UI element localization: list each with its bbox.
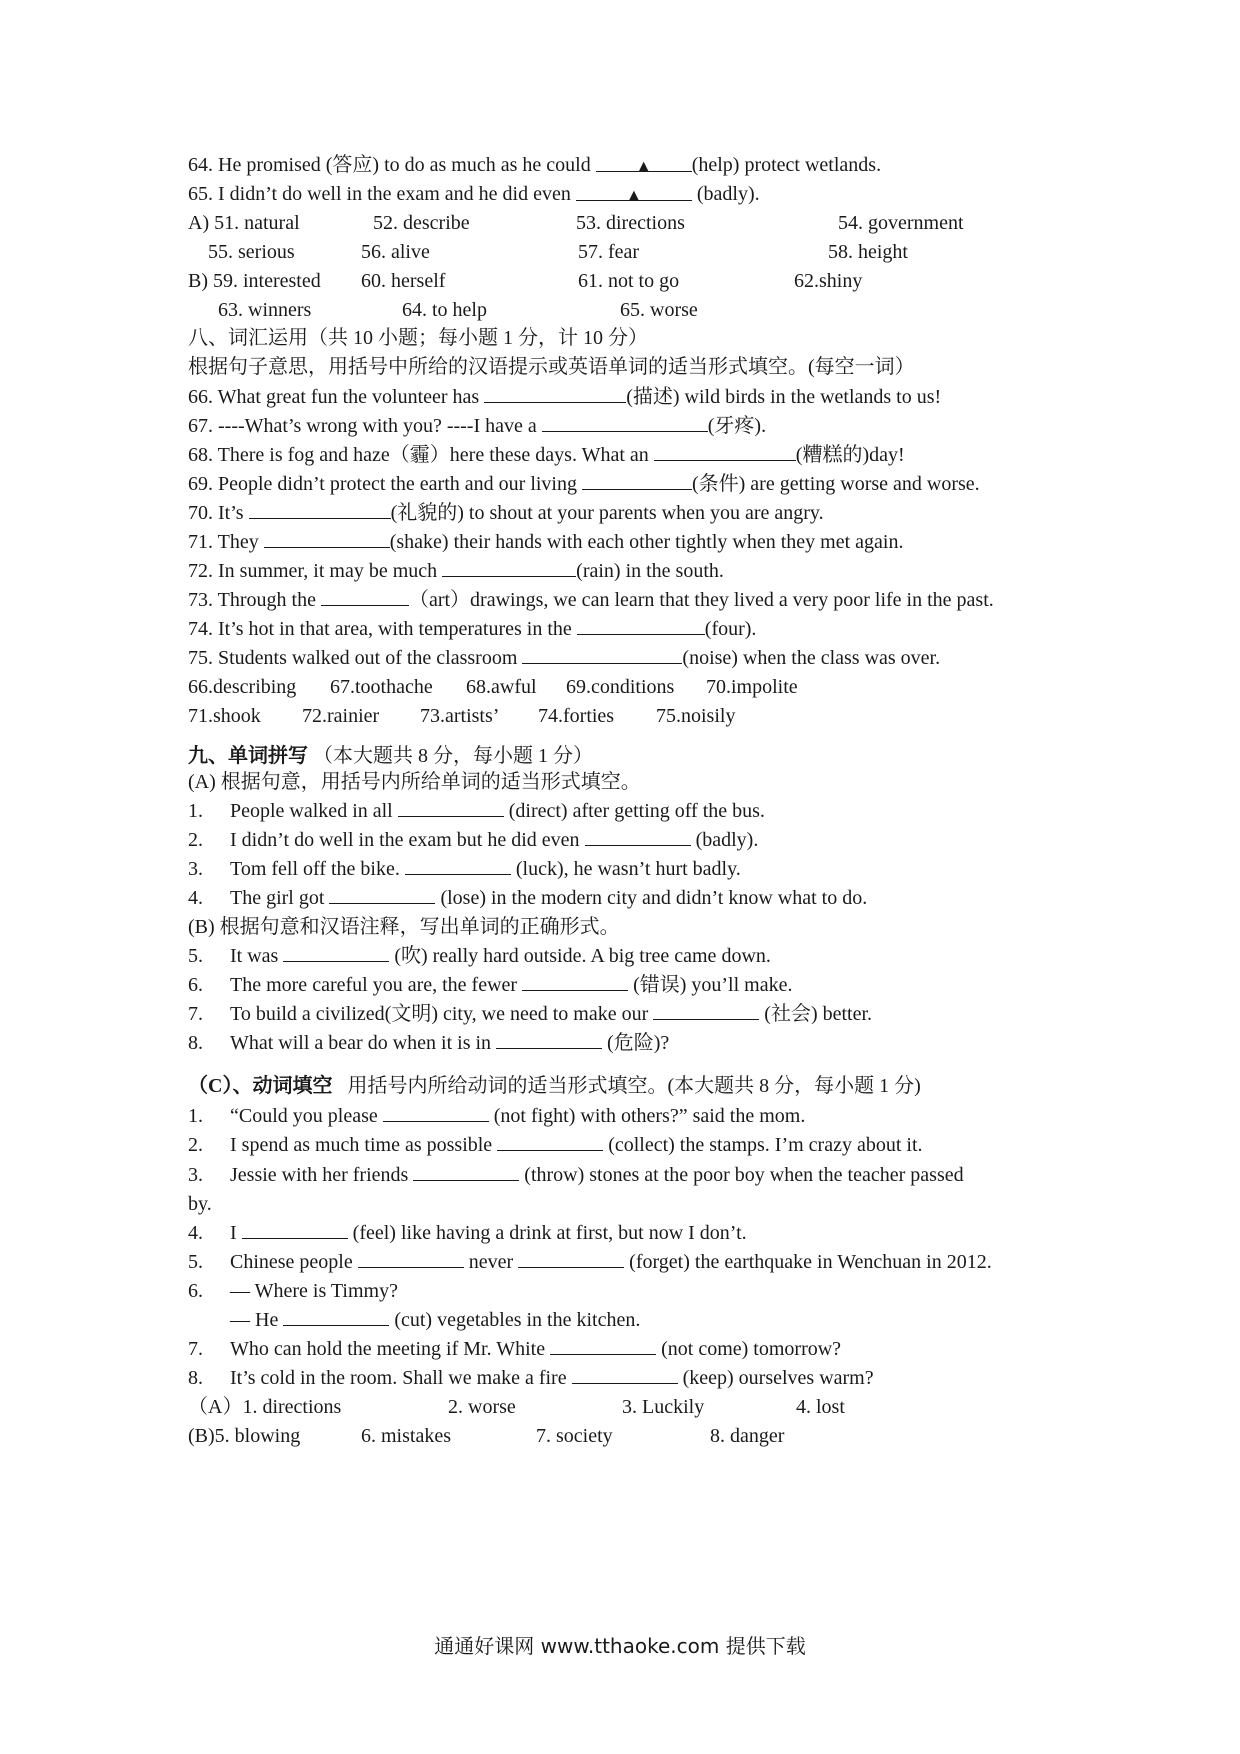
section-8-instruction: 根据句子意思，用括号中所给的汉语提示或英语单词的适当形式填空。(每空一词） xyxy=(188,356,915,378)
answer-blank[interactable] xyxy=(242,1218,348,1239)
part-a-instruction: (A) 根据句意，用括号内所给单词的适当形式填空。 xyxy=(188,771,641,793)
answer-blank[interactable]: ▲ xyxy=(596,151,692,172)
answer-key: （A）1. directions xyxy=(188,1396,342,1418)
answer-key: 54. government xyxy=(838,212,964,234)
answer-key: 61. not to go xyxy=(578,270,680,292)
answer-key: 73.artists’ xyxy=(420,705,500,727)
answer-blank[interactable] xyxy=(283,1305,389,1326)
answer-blank[interactable] xyxy=(413,1160,519,1181)
answer-blank[interactable] xyxy=(405,854,511,875)
answer-key: 2. worse xyxy=(448,1396,516,1418)
answer-key: 64. to help xyxy=(402,299,487,321)
verb-question-6: 6. — Where is Timmy? xyxy=(188,1280,398,1302)
answer-blank[interactable] xyxy=(542,411,708,432)
answer-key: 55. serious xyxy=(208,241,295,263)
verb-question-4: 4. I (feel) like having a drink at first, but now I don’t. xyxy=(188,1217,747,1249)
answer-blank[interactable] xyxy=(283,941,389,962)
answer-key: 6. mistakes xyxy=(361,1425,451,1447)
answer-blank[interactable] xyxy=(398,796,504,817)
answer-key: 69.conditions xyxy=(566,676,675,698)
question-67: 67. ----What’s wrong with you? ----I have a (牙疼). xyxy=(188,410,766,442)
answer-blank[interactable] xyxy=(358,1247,464,1268)
answer-key: 52. describe xyxy=(373,212,470,234)
spelling-question-3: 3. Tom fell off the bike. (luck), he wasn’t hurt badly. xyxy=(188,853,741,885)
answer-blank[interactable] xyxy=(522,643,682,664)
section-8-title: 八、词汇运用（共 10 小题；每小题 1 分，计 10 分） xyxy=(188,327,648,349)
verb-question-6-answer-line: — He (cut) vegetables in the kitchen. xyxy=(230,1304,640,1336)
answer-blank[interactable] xyxy=(582,469,692,490)
answer-blank[interactable] xyxy=(585,825,691,846)
spelling-question-1: 1. People walked in all (direct) after getting off the bus. xyxy=(188,795,765,827)
verb-question-8: 8. It’s cold in the room. Shall we make a fire (keep) ourselves warm? xyxy=(188,1362,874,1394)
answer-key: 53. directions xyxy=(576,212,685,234)
answer-blank[interactable] xyxy=(321,585,409,606)
answer-key: 66.describing xyxy=(188,676,297,698)
answer-key: 71.shook xyxy=(188,705,261,727)
answer-key: 68.awful xyxy=(466,676,537,698)
spelling-question-7: 7. To build a civilized(文明) city, we need to make our (社会) better. xyxy=(188,998,872,1030)
question-65: 65. I didn’t do well in the exam and he did even ▲ (badly). xyxy=(188,178,760,210)
spelling-question-5: 5. It was (吹) really hard outside. A big tree came down. xyxy=(188,940,771,972)
answer-blank[interactable] xyxy=(249,498,391,519)
answer-key: 63. winners xyxy=(218,299,312,321)
question-69: 69. People didn’t protect the earth and our living (条件) are getting worse and worse. xyxy=(188,468,980,500)
answer-key: (B)5. blowing xyxy=(188,1425,301,1447)
spelling-question-2: 2. I didn’t do well in the exam but he did even (badly). xyxy=(188,824,758,856)
spelling-question-6: 6. The more careful you are, the fewer (错误) you’ll make. xyxy=(188,969,792,1001)
answer-blank[interactable] xyxy=(484,382,626,403)
question-66: 66. What great fun the volunteer has (描述) wild birds in the wetlands to us! xyxy=(188,381,941,413)
answer-key: 56. alive xyxy=(361,241,430,263)
answer-key: 75.noisily xyxy=(656,705,736,727)
question-73: 73. Through the （art）drawings, we can learn that they lived a very poor life in the past. xyxy=(188,584,994,616)
answer-key: 62.shiny xyxy=(794,270,863,292)
verb-question-3: 3. Jessie with her friends (throw) stones at the poor boy when the teacher passed xyxy=(188,1159,964,1191)
verb-question-2: 2. I spend as much time as possible (collect) the stamps. I’m crazy about it. xyxy=(188,1129,923,1161)
verb-question-7: 7. Who can hold the meeting if Mr. White (not come) tomorrow? xyxy=(188,1333,841,1365)
answer-key: 70.impolite xyxy=(706,676,798,698)
part-b-instruction: (B) 根据句意和汉语注释，写出单词的正确形式。 xyxy=(188,916,620,938)
answer-blank[interactable] xyxy=(329,883,435,904)
answer-key: 74.forties xyxy=(538,705,615,727)
answer-key: 7. society xyxy=(536,1425,613,1447)
answer-blank[interactable] xyxy=(264,527,390,548)
answer-blank[interactable] xyxy=(522,970,628,991)
section-9-title: 九、单词拼写 （本大题共 8 分，每小题 1 分） xyxy=(188,745,593,767)
verb-question-3-continued: by. xyxy=(188,1193,212,1215)
question-70: 70. It’s (礼貌的) to shout at your parents when you are angry. xyxy=(188,497,824,529)
question-71: 71. They (shake) their hands with each other tightly when they met again. xyxy=(188,526,903,558)
spelling-question-8: 8. What will a bear do when it is in (危险)? xyxy=(188,1027,669,1059)
answer-blank[interactable] xyxy=(654,440,796,461)
answer-key: 60. herself xyxy=(361,270,446,292)
answer-key: 3. Luckily xyxy=(622,1396,705,1418)
answer-key: B) 59. interested xyxy=(188,270,321,292)
answer-key: 8. danger xyxy=(710,1425,785,1447)
question-74: 74. It’s hot in that area, with temperatures in the (four). xyxy=(188,613,756,645)
question-75: 75. Students walked out of the classroom (noise) when the class was over. xyxy=(188,642,940,674)
answer-blank[interactable] xyxy=(550,1334,656,1355)
verb-question-1: 1. “Could you please (not fight) with others?” said the mom. xyxy=(188,1100,805,1132)
answer-blank[interactable] xyxy=(442,556,576,577)
answer-blank[interactable] xyxy=(518,1247,624,1268)
answer-key: 65. worse xyxy=(620,299,698,321)
question-72: 72. In summer, it may be much (rain) in the south. xyxy=(188,555,724,587)
answer-key: 4. lost xyxy=(796,1396,845,1418)
question-64: 64. He promised (答应) to do as much as he could ▲ (help) protect wetlands. xyxy=(188,149,881,181)
verb-question-5: 5. Chinese people never (forget) the earthquake in Wenchuan in 2012. xyxy=(188,1246,992,1278)
answer-key: 58. height xyxy=(828,241,908,263)
spelling-question-4: 4. The girl got (lose) in the modern city and didn’t know what to do. xyxy=(188,882,867,914)
answer-blank[interactable]: ▲ xyxy=(576,180,692,201)
answer-blank[interactable] xyxy=(577,614,705,635)
section-c-title: （C）、动词填空 用括号内所给动词的适当形式填空。(本大题共 8 分，每小题 1 分) xyxy=(188,1075,921,1097)
answer-blank[interactable] xyxy=(496,1028,602,1049)
answer-blank[interactable] xyxy=(653,999,759,1020)
answer-blank[interactable] xyxy=(497,1130,603,1151)
answer-key: 67.toothache xyxy=(330,676,433,698)
page-footer: 通通好课网 www.tthaoke.com 提供下载 xyxy=(434,1634,806,1658)
question-68: 68. There is fog and haze（霾）here these days. What an (糟糕的)day! xyxy=(188,439,905,471)
answer-key: A) 51. natural xyxy=(188,212,300,234)
answer-key: 72.rainier xyxy=(302,705,380,727)
answer-blank[interactable] xyxy=(572,1363,678,1384)
answer-blank[interactable] xyxy=(383,1101,489,1122)
answer-key: 57. fear xyxy=(578,241,640,263)
